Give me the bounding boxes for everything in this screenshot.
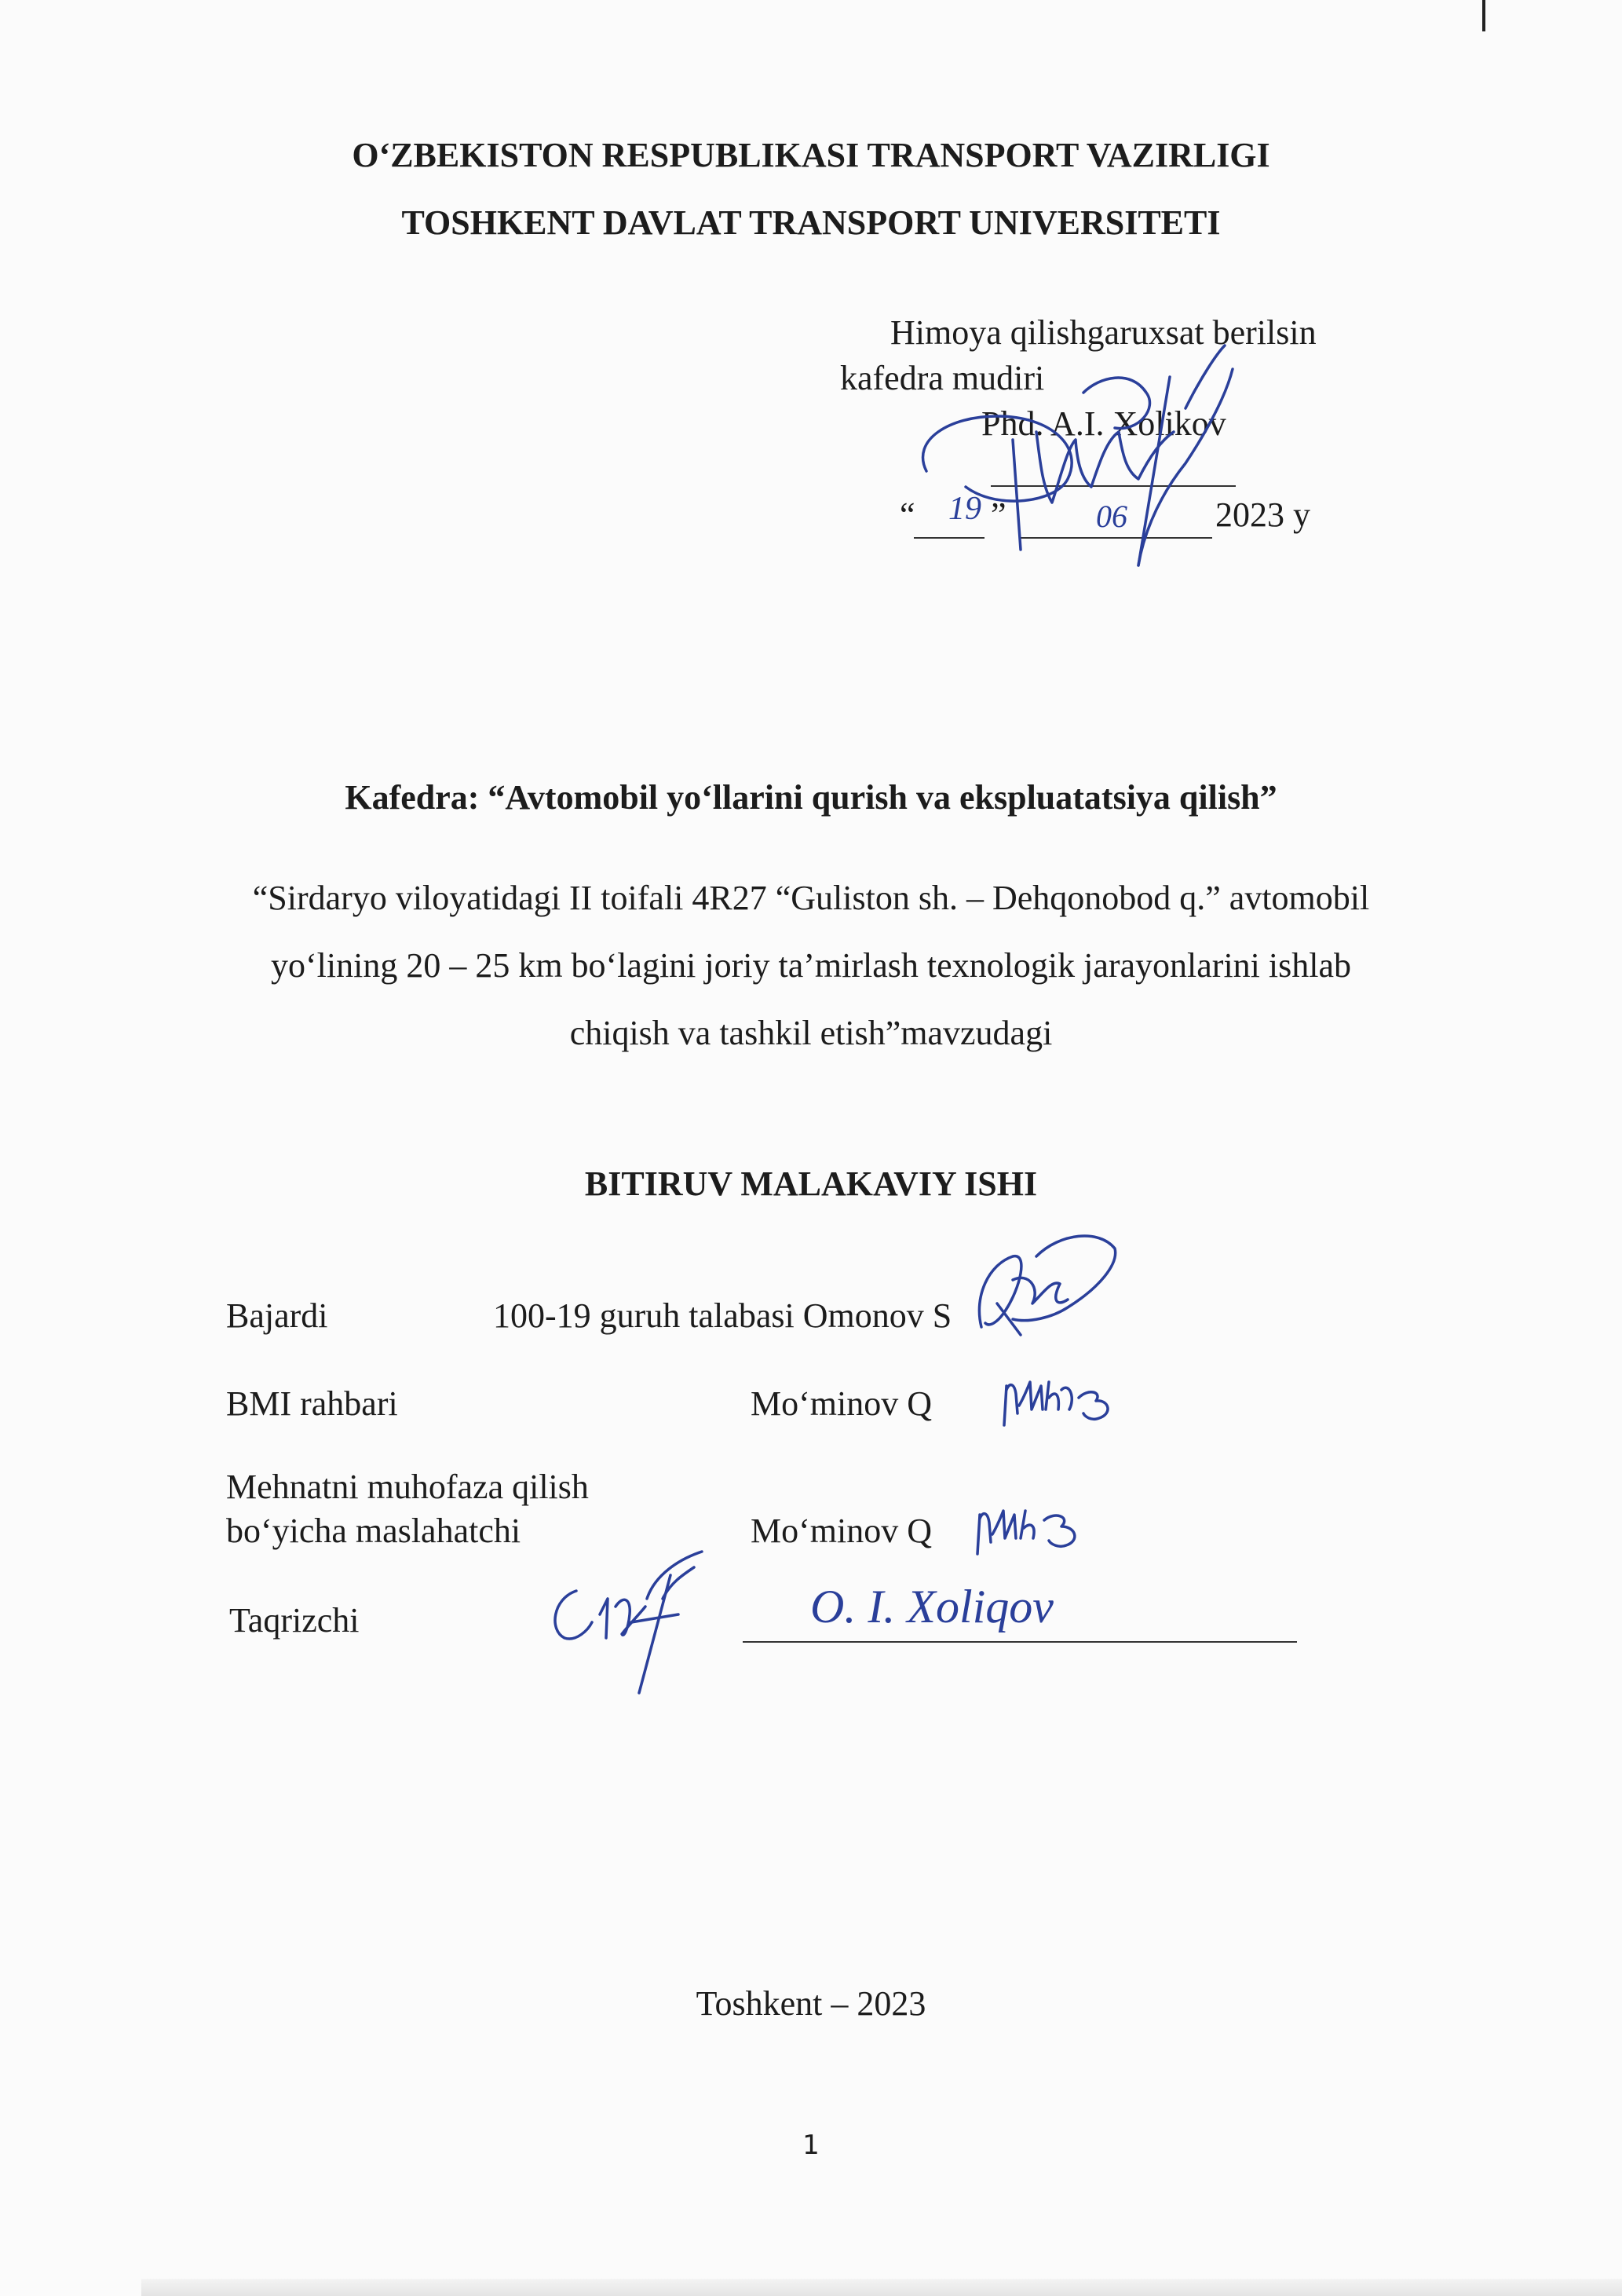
rahbar-value: Mo‘minov Q: [751, 1384, 932, 1423]
ministry-title: O‘ZBEKISTON RESPUBLIKASI TRANSPORT VAZIRLIGI: [352, 136, 1270, 174]
reviewer-signature-icon: [545, 1552, 710, 1701]
scan-edge-mark: [1482, 0, 1485, 31]
mehnat-label-line-1: Mehnatni muhofaza qilish: [226, 1468, 589, 1506]
approval-date-year: 2023 y: [1215, 495, 1310, 534]
head-signature-icon: [903, 345, 1264, 605]
student-signature-icon: [966, 1225, 1123, 1343]
bajardi-value: 100-19 guruh talabasi Omonov S: [493, 1296, 952, 1335]
topic-line-1: “Sirdaryo viloyatidagi II toifali 4R27 “Guliston sh. – Dehqonobod q.” avtomobil: [252, 879, 1370, 917]
supervisor-signature-icon: [1000, 1374, 1118, 1429]
scan-bottom-edge: [141, 2279, 1622, 2296]
taqrizchi-underline: [743, 1641, 1297, 1643]
approval-line-2: kafedra mudiri: [840, 359, 1045, 397]
page-number: 1: [802, 2130, 820, 2161]
approval-date-close-quote: ”: [991, 495, 1006, 534]
topic-line-2: yo‘lining 20 – 25 km bo‘lagini joriy ta’mirlash texnologik jarayonlarini ishlab: [271, 946, 1351, 985]
bajardi-label: Bajardi: [226, 1296, 328, 1335]
mehnat-label-line-2: bo‘yicha maslahatchi: [226, 1512, 521, 1550]
approval-date-open-quote: “: [900, 495, 915, 534]
approval-line-1: Himoya qilishgaruxsat berilsin: [890, 313, 1317, 352]
approval-head-name: Phd. A.I. Xolikov: [981, 404, 1226, 443]
city-year: Toshkent – 2023: [696, 1984, 926, 2023]
mehnat-value: Mo‘minov Q: [751, 1512, 932, 1550]
topic-line-3: chiqish va tashkil etish”mavzudagi: [569, 1014, 1053, 1052]
approval-date-day: 19: [948, 491, 981, 527]
rahbar-label: BMI rahbari: [226, 1384, 398, 1423]
taqrizchi-label: Taqrizchi: [229, 1601, 360, 1640]
department-title: Kafedra: “Avtomobil yo‘llarini qurish va ekspluatatsiya qilish”: [345, 778, 1277, 817]
approval-date-month: 06: [1096, 499, 1127, 534]
taqrizchi-value: O. I. Xoliqov: [810, 1581, 1054, 1632]
safety-consultant-signature-icon: [974, 1503, 1091, 1558]
work-type-title: BITIRUV MALAKAVIY ISHI: [584, 1164, 1038, 1203]
university-title: TOSHKENT DAVLAT TRANSPORT UNIVERSITETI: [401, 203, 1221, 242]
